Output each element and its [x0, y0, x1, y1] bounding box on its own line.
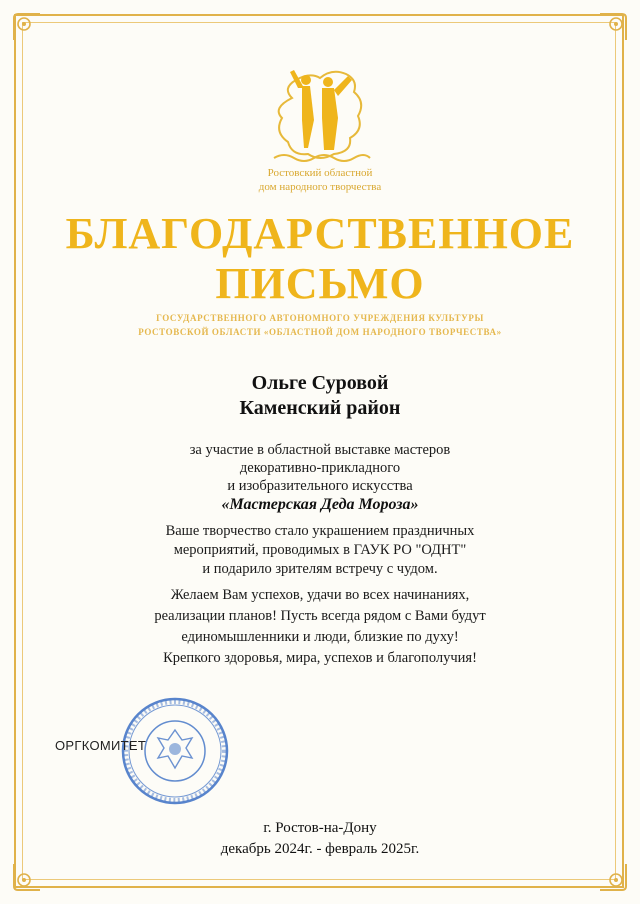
odnt-logo-icon [262, 58, 378, 168]
wishes-text: единомышленники и люди, близкие по духу! [181, 629, 459, 645]
footer-city: г. Ростов-на-Дону [263, 820, 377, 836]
gratitude-text: и подарило зрителям встречу с чудом. [202, 561, 438, 577]
gratitude-text: мероприятий, проводимых в ГАУК РО "ОДНТ" [173, 542, 467, 558]
organization-name: ГОСУДАРСТВЕННОГО АВТОНОМНОГО УЧРЕЖДЕНИЯ КУЛЬТУРЫ [156, 313, 484, 323]
organizing-committee-label: ОРГКОМИТЕТ [55, 738, 147, 753]
corner-ornament-icon [596, 860, 630, 894]
certificate-title: БЛАГОДАРСТВЕННОЕ [65, 209, 575, 258]
corner-ornament-icon [10, 860, 44, 894]
certificate-title: ПИСЬМО [215, 259, 425, 308]
participation-text: декоративно-прикладного [239, 460, 401, 476]
organization-name: РОСТОВСКОЙ ОБЛАСТИ «ОБЛАСТНОЙ ДОМ НАРОДНОГО ТВОРЧЕСТВА» [138, 327, 502, 337]
logo-caption-line: Ростовский областной [267, 167, 373, 179]
exhibition-name: «Мастерская Деда Мороза» [221, 496, 419, 513]
participation-text: за участие в областной выставке мастеров [189, 442, 451, 458]
recipient-district: Каменский район [239, 397, 401, 419]
participation-text: и изобразительного искусства [227, 478, 413, 494]
wishes-text: реализации планов! Пусть всегда рядом с Вами будут [154, 608, 486, 624]
logo-caption [210, 166, 430, 194]
gratitude-text: Ваше творчество стало украшением праздничных [165, 523, 475, 539]
corner-ornament-icon [596, 10, 630, 44]
logo-caption-line: дом народного творчества [258, 181, 382, 193]
wishes-text: Крепкого здоровья, мира, успехов и благополучия! [163, 650, 477, 666]
corner-ornament-icon [10, 10, 44, 44]
wishes-text: Желаем Вам успехов, удачи во всех начинаниях, [170, 587, 470, 603]
footer-dates: декабрь 2024г. - февраль 2025г. [220, 841, 420, 857]
recipient-name: Ольге Суровой [251, 372, 389, 394]
